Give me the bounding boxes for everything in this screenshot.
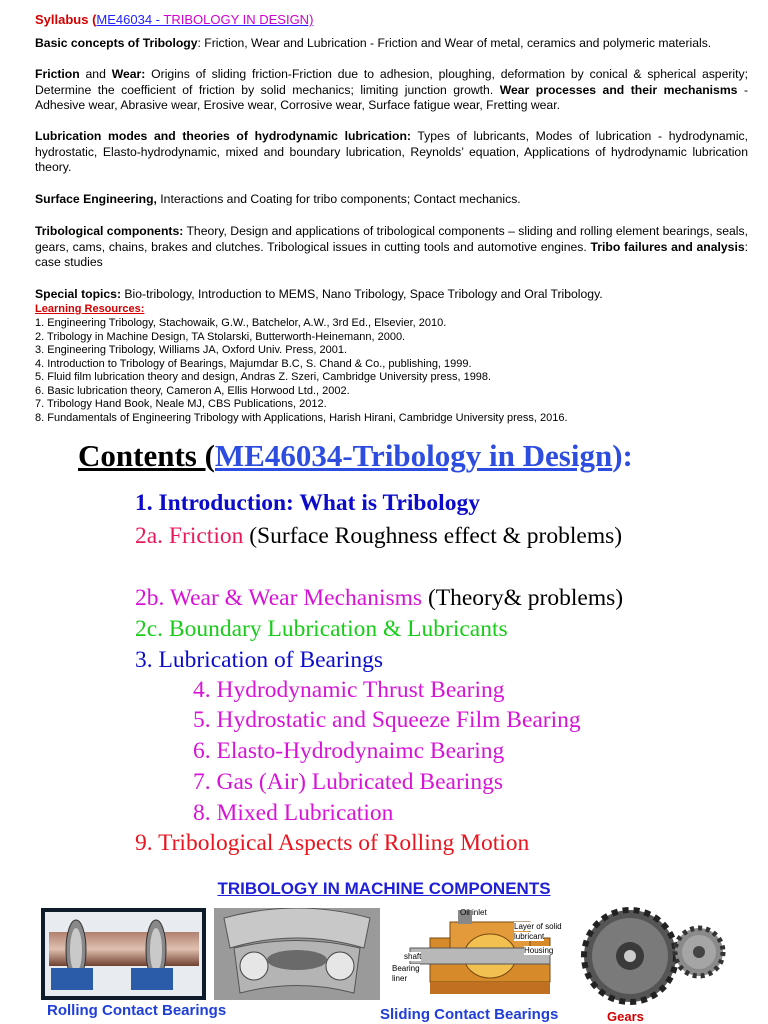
toc-item-friction: 2a. Friction (Surface Roughness effect & problems): [135, 523, 623, 549]
reference-list: [35, 317, 568, 425]
toc-item-hydrostatic-bearing: 5. Hydrostatic and Squeeze Film Bearing: [193, 707, 581, 733]
reference-item: 8. Fundamentals of Engineering Tribology with Applications, Harish Hirani, Cambridge University press, 2016.: [35, 411, 568, 424]
oil-inlet-label: Oil inlet: [460, 908, 487, 917]
reference-item: 2. Tribology in Machine Design, TA Stolarski, Butterworth-Heinemann, 2000.: [35, 330, 406, 343]
reference-item: 5. Fluid film lubrication theory and design, Andras Z. Szeri, Cambridge University press, 1998.: [35, 371, 492, 383]
reference-item: 1. Engineering Tribology, Stachowaik, G.W., Batchelor, A.W., 3rd Ed., Elsevier, 2010.: [35, 317, 447, 329]
rolling-bearing-photo: [41, 908, 206, 1000]
gears-caption: Gears: [607, 1009, 644, 1024]
reference-item: 4. Introduction to Tribology of Bearings, Majumdar B.C, S. Chand & Co., publishing, 1999.: [35, 357, 472, 370]
basic-concepts-paragraph: Basic concepts of Tribology: Friction, Wear and Lubrication - Friction and Wear of metal, ceramics and polymeric materials.: [35, 36, 712, 50]
liner-label: liner: [392, 974, 408, 983]
course-title-link[interactable]: ME46034-Tribology in Design: [214, 438, 613, 473]
ball-bearing-photo: [214, 908, 380, 1000]
toc-item-introduction: 1. Introduction: What is Tribology: [135, 490, 480, 516]
toc-item-wear: 2b. Wear & Wear Mechanisms (Theory& problems): [135, 585, 624, 611]
housing-label: Housing: [524, 946, 554, 955]
sliding-bearings-caption: Sliding Contact Bearings: [380, 1006, 559, 1023]
sliding-bearing-diagram: [390, 906, 570, 1000]
toc-item-boundary-lubrication: 2c. Boundary Lubrication & Lubricants: [135, 616, 508, 642]
toc-item-thrust-bearing: 4. Hydrodynamic Thrust Bearing: [193, 677, 505, 703]
reference-item: 7. Tribology Hand Book, Neale MJ, CBS Publications, 2012.: [35, 398, 327, 410]
toc-item-ehd-bearing: 6. Elasto-Hydrodynaimc Bearing: [193, 738, 505, 764]
syllabus-title: [35, 12, 313, 27]
syllabus-label: Syllabus (: [35, 12, 97, 27]
tribological-components-paragraph: Tribological components: Theory, Design and applications of tribological components – sliding and rolling element bearings, seals, gears, cams, chains, brakes and clutches. Tribological issues in cutting tools and automotive engines. Tribo failures and analysis: case studies: [35, 224, 748, 270]
syllabus-course-link[interactable]: ME46034 - TRIBOLOGY IN DESIGN): [96, 12, 314, 27]
toc-item-rolling-motion: 9. Tribological Aspects of Rolling Motion: [135, 830, 530, 856]
lubrication-modes-paragraph: Lubrication modes and theories of hydrodynamic lubrication: Types of lubricants, Modes of lubrication - hydrodynamic, hydrostatic, Elasto-hydrodynamic, mixed and boundary lubrication, Reynolds’ equation, Applications of hydrodynamic lubrication theory.: [35, 129, 749, 175]
gears-photo: [575, 904, 730, 1008]
reference-item: 3. Engineering Tribology, Williams JA, Oxford Univ. Press, 2001.: [35, 344, 347, 356]
shaft-label: shaft: [404, 952, 422, 961]
bearing-label: Bearing: [392, 964, 420, 973]
toc-item-mixed-lubrication: 8. Mixed Lubrication: [193, 800, 394, 826]
friction-wear-paragraph: Friction and Wear: Origins of sliding friction-Friction due to adhesion, ploughing, deformation by conical & spherical asperity; Determine the coefficient of friction by solid mechanics; limiting junction growth. Wear processes and their mechanisms - Adhesive wear, Abrasive wear, Erosive wear, Corrosive wear, Surface fatigue wear, Fretting wear.: [35, 67, 748, 113]
solid-lubricant-label-line2: lubricant: [514, 932, 545, 941]
solid-lubricant-label: Layer of solid: [514, 922, 562, 931]
reference-item: 6. Basic lubrication theory, Cameron A, Ellis Horwood Ltd., 2002.: [35, 384, 350, 397]
contents-title: Contents (ME46034-Tribology in Design):: [78, 438, 633, 473]
learning-resources-title: Learning Resources:: [35, 303, 145, 315]
toc-item-gas-bearings: 7. Gas (Air) Lubricated Bearings: [193, 769, 503, 795]
toc-item-bearing-lubrication: 3. Lubrication of Bearings: [135, 647, 383, 673]
surface-engineering-paragraph: Surface Engineering, Interactions and Coating for tribo components; Contact mechanics.: [35, 192, 521, 206]
machine-components-title[interactable]: TRIBOLOGY IN MACHINE COMPONENTS: [217, 879, 551, 898]
special-topics-paragraph: Special topics: Bio-tribology, Introduction to MEMS, Nano Tribology, Space Tribology and Oral Tribology.: [35, 287, 603, 301]
rolling-bearings-caption: Rolling Contact Bearings: [47, 1002, 227, 1019]
